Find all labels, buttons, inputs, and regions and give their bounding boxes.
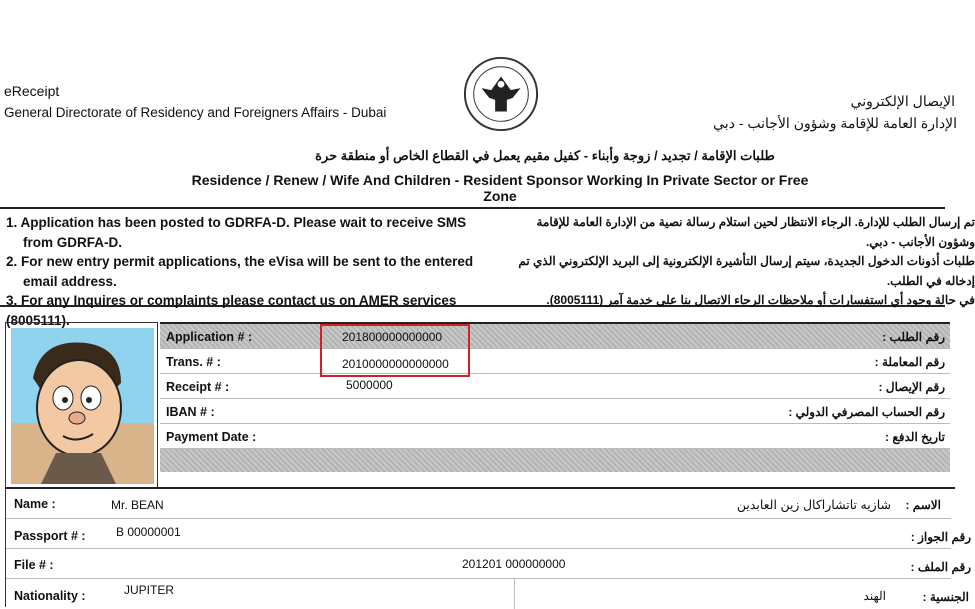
receipt-number-label: Receipt # : [166,380,230,394]
notice-line: 1. Application has been posted to GDRFA-D. Please wait to receive SMS [6,215,467,230]
file-value: 201201 000000000 [462,557,566,571]
nationality-row [6,579,969,609]
notice-line-ar: في حالة وجود أي استفسارات أو ملاحظات الرجاء الاتصال بنا على خدمة آمر (8005111). [546,293,975,307]
passport-label-ar: رقم الجواز : [910,530,971,544]
applicant-photo [5,322,158,488]
table-footer-band [160,449,950,472]
notice-box [0,207,975,328]
nationality-value: JUPITER [124,583,175,597]
gdrfa-logo [462,55,540,133]
service-title-line2: Zone [483,188,517,204]
application-number-value: 201800000000000 [342,330,443,344]
iban-label: IBAN # : [166,405,215,419]
service-title-en [120,172,880,204]
notice-line: 2. For new entry permit applications, the eVisa will be sent to the entered [6,254,474,269]
passport-value: B 00000001 [116,525,181,539]
trans-row [160,349,950,374]
file-label: File # : [14,558,54,572]
payment-date-row [160,424,950,449]
file-label-ar: رقم الملف : [910,560,971,574]
trans-number-label: Trans. # : [166,355,221,369]
name-value: Mr. BEAN [111,498,164,512]
nationality-label-ar: الجنسية : [922,590,969,604]
application-number-label: Application # : [166,330,253,344]
service-title-line1: Residence / Renew / Wife And Children - Resident Sponsor Working In Private Sector or Free [191,172,809,188]
nationality-value-ar: الهند [863,589,886,603]
notice-line: from GDRFA-D. [23,234,122,250]
cartoon-portrait [11,328,154,484]
receipt-title: eReceipt [4,83,60,99]
service-title-ar: طلبات الإقامة / تجديد / زوجة وأبناء - كفيل مقيم يعمل في القطاع الخاص أو منطقة حرة [315,148,775,163]
application-table [160,322,950,472]
trans-number-label-ar: رقم المعاملة : [874,355,945,369]
receipt-number-label-ar: رقم الإيصال : [878,380,945,394]
notice-line-ar: وشؤون الأجانب - دبي. [865,234,975,249]
receipt-title-ar: الإيصال الإلكتروني [850,93,955,109]
iban-label-ar: رقم الحساب المصرفي الدولي : [788,405,945,419]
passport-row [6,519,971,549]
org-name: General Directorate of Residency and Foreigners Affairs - Dubai [4,105,387,120]
application-row [160,324,950,349]
column-divider [514,579,515,609]
iban-row [160,399,950,424]
name-value-ar: شازيه تاتشاراكال زين العابدين [736,498,891,512]
notice-en [6,213,506,330]
notice-line: email address. [23,273,117,289]
highlight-box [320,324,470,377]
nationality-label: Nationality : [14,589,86,603]
receipt-row [160,374,950,399]
name-label-ar: الاسم : [905,498,941,512]
passport-label: Passport # : [14,529,86,543]
payment-date-label-ar: تاريخ الدفع : [885,430,945,444]
trans-number-value: 2010000000000000 [342,357,449,371]
application-number-label-ar: رقم الطلب : [882,330,945,344]
person-details [5,487,971,607]
notice-line-ar: تم إرسال الطلب للإدارة. الرجاء الانتظار لحين استلام رسالة نصية من الإدارة العامة للإقامة [536,215,975,229]
notice-line-ar: طلبات أذونات الدخول الجديدة، سيتم إرسال التأشيرة الإلكترونية إلى البريد الإلكتروني الذي تم [518,254,975,268]
org-name-ar: الإدارة العامة للإقامة وشؤون الأجانب - دبي [713,115,957,131]
payment-date-label: Payment Date : [166,430,257,444]
receipt-number-value: 5000000 [346,378,393,392]
name-label: Name : [14,497,56,511]
name-row [6,489,951,519]
notice-ar [518,213,975,311]
notice-line-ar: إدخاله في الطلب. [886,273,975,288]
file-row [6,549,971,579]
notice-line: 3. For any Inquires or complaints please contact us on AMER services (8005111). [6,293,457,328]
